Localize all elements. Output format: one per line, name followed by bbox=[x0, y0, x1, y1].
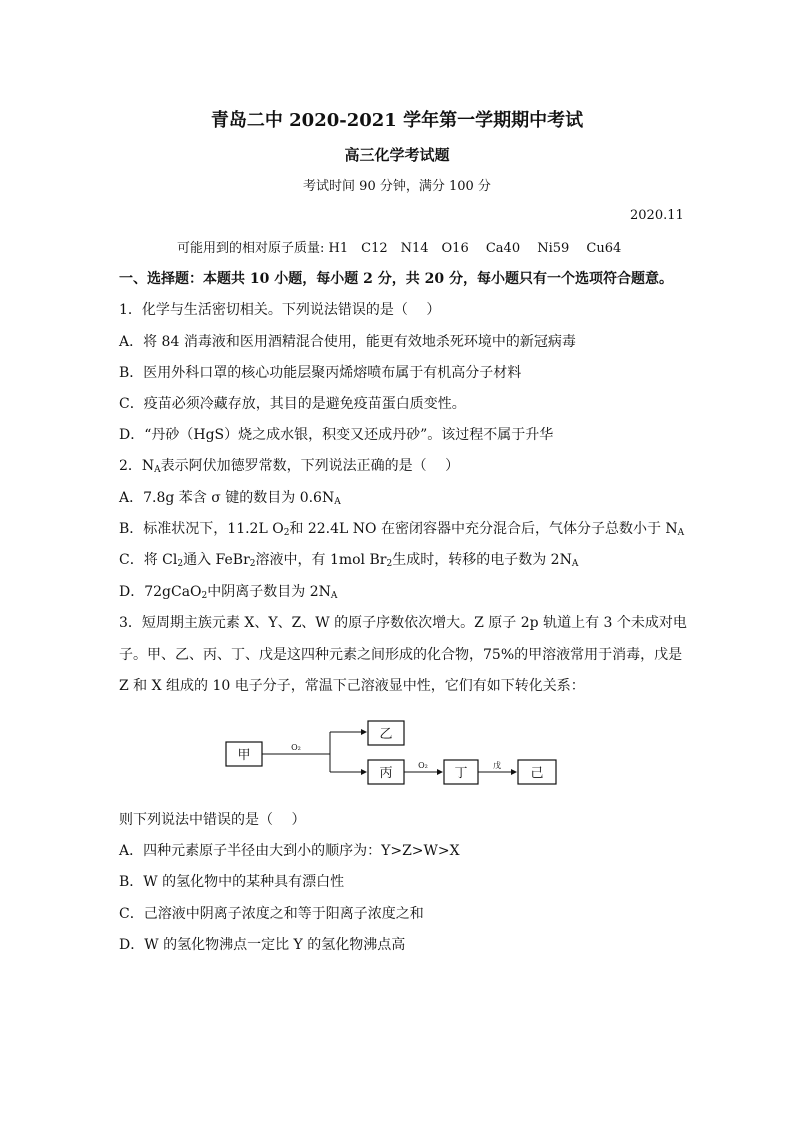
q1-stem: 1．化学与生活密切相关。下列说法错误的是（ ） bbox=[119, 302, 441, 318]
atomic-mass-note: 可能用到的相对原子质量: H1 C12 N14 O16 Ca40 Ni59 Cu64 bbox=[177, 241, 622, 256]
q2-option-a: A．7.8g 苯含 σ 键的数目为 $0.6N_A$ bbox=[119, 490, 341, 507]
q2-stem: 2．$N_A$表示阿伏加德罗常数，下列说法正确的是（ ） bbox=[119, 458, 460, 475]
conversion-diagram bbox=[220, 718, 570, 790]
q3-stem2: 则下列说法中错误的是（ ） bbox=[119, 812, 306, 828]
label-ding: 丁 bbox=[454, 766, 468, 781]
q3-option-d: D．W 的氢化物沸点一定比 Y 的氢化物沸点高 bbox=[119, 937, 406, 953]
q2-option-d: D．72gCaO$_2$中阴离子数目为 $2N_A$ bbox=[119, 584, 338, 601]
q1-option-a: A．将 84 消毒液和医用酒精混合使用，能更有效地杀死环境中的新冠病毒 bbox=[119, 334, 576, 350]
exam-subtitle: 高三化学考试题 bbox=[344, 146, 450, 164]
label-yi: 乙 bbox=[379, 727, 393, 742]
exam-title: 青岛二中 2020-2021 学年第一学期期中考试 bbox=[210, 110, 584, 131]
q2-option-c: C．将 $Cl_2$通入 FeBr$_2$溶液中，有 1mol $Br_2$生成时，转移的电子数为 $2N_A$ bbox=[119, 552, 579, 569]
q1-option-d: D．“丹砂（HgS）烧之成水银，积变又还成丹砂”。该过程不属于升华 bbox=[119, 427, 554, 443]
q3-stem-line3: Z 和 X 组成的 10 电子分子，常温下己溶液显中性，它们有如下转化关系： bbox=[119, 678, 585, 694]
q1-option-b: B．医用外科口罩的核心功能层聚丙烯熔喷布属于有机高分子材料 bbox=[119, 365, 522, 381]
exam-info: 考试时间 90 分钟，满分 100 分 bbox=[303, 179, 491, 194]
arrow-label-o2-1: O₂ bbox=[291, 743, 301, 752]
q3-option-c: C．己溶液中阴离子浓度之和等于阳离子浓度之和 bbox=[119, 906, 424, 922]
q3-stem-line1: 3．短周期主族元素 X、Y、Z、W 的原子序数依次增大。Z 原子 2p 轨道上有 3 个未成对电 bbox=[119, 615, 687, 631]
label-ji: 己 bbox=[530, 766, 544, 781]
label-jia: 甲 bbox=[237, 748, 251, 763]
section-heading: 一、选择题：本题共 10 小题，每小题 2 分，共 20 分，每小题只有一个选项符合题意。 bbox=[119, 271, 673, 287]
q1-option-c: C．疫苗必须冷藏存放，其目的是避免疫苗蛋白质变性。 bbox=[119, 396, 466, 412]
q3-stem-line2: 子。甲、乙、丙、丁、戊是这四种元素之间形成的化合物，75%的甲溶液常用于消毒，戊是 bbox=[119, 647, 683, 663]
exam-date: 2020.11 bbox=[630, 208, 684, 223]
label-bing: 丙 bbox=[379, 766, 393, 781]
arrow-label-wu: 戊 bbox=[493, 761, 501, 770]
q3-option-a: A．四种元素原子半径由大到小的顺序为：Y>Z>W>X bbox=[119, 843, 460, 859]
q2-option-b: B．标准状况下，11.2L $O_2$和 22.4L NO 在密闭容器中充分混合后，气体分子总数小于 $N_A$ bbox=[119, 521, 685, 538]
arrow-label-o2-2: O₂ bbox=[418, 761, 428, 770]
q3-option-b: B．W 的氢化物中的某种具有漂白性 bbox=[119, 874, 345, 890]
